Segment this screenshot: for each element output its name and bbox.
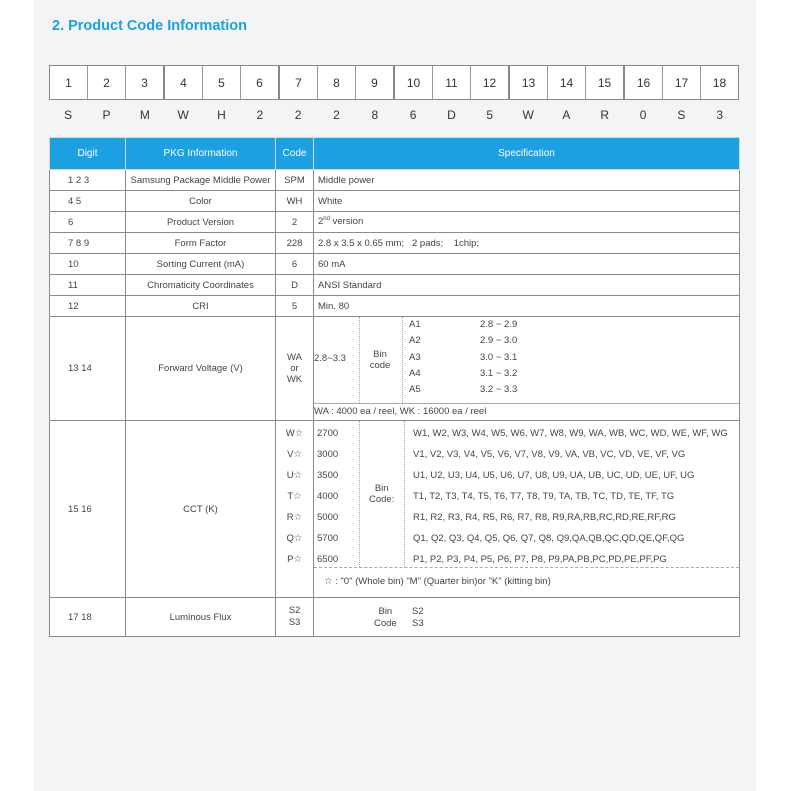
digit-index-cell: 3: [126, 66, 165, 99]
cct-temperature: 6500: [317, 554, 339, 565]
digit-cell: 12: [50, 296, 126, 317]
digit-index-cell: 6: [241, 66, 280, 99]
code-letter: 2: [333, 108, 340, 122]
digit-index-cell: 8: [318, 66, 356, 99]
code-letter: W: [522, 108, 534, 122]
digit-cell: 1 2 3: [50, 170, 126, 191]
cct-temperature: 3000: [317, 449, 339, 460]
digit-index-cell: 1: [50, 66, 88, 99]
digit-index-cell: 10: [395, 66, 433, 99]
code-cell: 228: [276, 233, 314, 254]
table-row: [50, 212, 740, 233]
code-letter: 2: [256, 108, 264, 122]
spec-cell: 2.8 x 3.5 x 0.65 mm; 2 pads; 1chip;: [314, 233, 740, 254]
cct-bin-values: W1, W2, W3, W4, W5, W6, W7, W8, W9, WA, WB, WC, WD, WE, WF, WG: [413, 428, 728, 439]
code-cell: WA or WK: [276, 317, 314, 421]
product-code-letters: [49, 106, 739, 124]
header-specification: Specification: [314, 138, 740, 170]
digit-index-cell: 12: [471, 66, 510, 99]
digit-cell: 10: [50, 254, 126, 275]
spec-cell: Min. 80: [314, 296, 740, 317]
digit-cell: 17 18: [50, 598, 126, 637]
bin-code: A3: [409, 352, 421, 363]
divider: [314, 567, 739, 568]
luminous-bin-values: S2 S3: [412, 606, 424, 629]
reel-note: WA : 4000 ea / reel, WK : 16000 ea / reel: [314, 403, 739, 420]
code-letter: M: [139, 108, 150, 122]
code-letter: 0: [639, 108, 647, 122]
digit-cell: 7 8 9: [50, 233, 126, 254]
code-letter: P: [102, 108, 111, 122]
section-heading: 2. Product Code Information: [52, 18, 247, 34]
code-letter: W: [177, 108, 189, 122]
cct-bin-values: R1, R2, R3, R4, R5, R6, R7, R8, R9,RA,RB,RC,RD,RE,RF,RG: [413, 512, 676, 523]
digit-index-cell: 16: [625, 66, 663, 99]
code-cell: 2: [276, 212, 314, 233]
cct-bin-list: [413, 423, 728, 570]
cct-temperature-list: [317, 423, 338, 570]
table-row-luminous-flux: [50, 598, 740, 637]
bin-range: 3.1 ~ 3.2: [480, 368, 518, 379]
cct-code: R☆: [286, 512, 303, 523]
pkg-cell: Color: [126, 191, 276, 212]
table-row: [50, 170, 740, 191]
code-cell: [276, 421, 314, 598]
bin-code: A2: [409, 335, 421, 346]
spec-cell: Middle power: [314, 170, 740, 191]
pkg-cell: Chromaticity Coordinates: [126, 275, 276, 296]
digit-index-cell: 17: [663, 66, 701, 99]
pkg-cell: Forward Voltage (V): [126, 317, 276, 421]
cct-bin-values: U1, U2, U3, U4, U5, U6, U7, U8, U9, UA, UB, UC, UD, UE, UF, UG: [413, 470, 695, 481]
cct-temperature: 2700: [317, 428, 339, 439]
code-cell: D: [276, 275, 314, 296]
digit-index-cell: 14: [548, 66, 586, 99]
cct-bin-values: P1, P2, P3, P4, P5, P6, P7, P8, P9,PA,PB,PC,PD,PE,PF,PG: [413, 554, 667, 565]
code-letter: 8: [371, 108, 379, 122]
table-row-cct: [50, 421, 740, 598]
bin-code: A4: [409, 368, 421, 379]
code-letter: S: [677, 108, 686, 122]
product-code-table: [49, 137, 740, 637]
digit-index-cell: 11: [433, 66, 471, 99]
cct-code: Q☆: [286, 533, 303, 544]
code-letter: H: [217, 108, 226, 122]
pkg-cell: Samsung Package Middle Power: [126, 170, 276, 191]
voltage-range: 2.8~3.3: [314, 353, 346, 364]
table-row: [50, 254, 740, 275]
cct-temperature: 5000: [317, 512, 339, 523]
code-letter: A: [562, 108, 571, 122]
bin-range: 2.8 ~ 2.9: [480, 319, 518, 330]
digit-cell: 11: [50, 275, 126, 296]
digit-index-cell: 2: [88, 66, 126, 99]
forward-voltage-grid: [314, 317, 739, 403]
header-pkg-information: PKG Information: [126, 138, 276, 170]
table-row: [50, 233, 740, 254]
digit-index-row: [49, 65, 739, 100]
digit-cell: 4 5: [50, 191, 126, 212]
digit-cell: 13 14: [50, 317, 126, 421]
code-cell: SPM: [276, 170, 314, 191]
pkg-cell: CCT (K): [126, 421, 276, 598]
table-row: [50, 191, 740, 212]
cct-code: U☆: [286, 470, 303, 481]
cct-bin-values: Q1, Q2, Q3, Q4, Q5, Q6, Q7, Q8, Q9,QA,QB,QC,QD,QE,QF,QG: [413, 533, 685, 544]
spec-cell: [314, 212, 740, 233]
cct-note: ☆ : "0" (Whole bin) "M" (Quarter bin)or "K" (kitting bin): [324, 576, 551, 587]
bin-code: A5: [409, 384, 421, 395]
cct-code: V☆: [287, 449, 302, 460]
code-cell: S2 S3: [276, 598, 314, 637]
code-letter: S: [64, 108, 73, 122]
digit-index-cell: 9: [356, 66, 395, 99]
bin-range: 3.2 ~ 3.3: [480, 384, 518, 395]
divider: [402, 317, 403, 403]
spec-version-suffix: nd: [323, 216, 330, 223]
cct-bin-code-label: Bin Code:: [369, 483, 395, 505]
divider: [359, 421, 360, 567]
pkg-cell: Sorting Current (mA): [126, 254, 276, 275]
table-row: [50, 296, 740, 317]
code-letter: 3: [716, 108, 724, 122]
code-cell: WH: [276, 191, 314, 212]
bin-range: 2.9 ~ 3.0: [480, 335, 518, 346]
header-code: Code: [276, 138, 314, 170]
cct-temperature: 3500: [317, 470, 339, 481]
cct-temperature: 4000: [317, 491, 339, 502]
bin-range: 3.0 ~ 3.1: [480, 352, 518, 363]
code-letter: R: [600, 108, 610, 122]
cct-code: W☆: [285, 428, 304, 439]
digit-index-cell: 15: [586, 66, 625, 99]
luminous-bin-code-label: Bin Code: [374, 606, 397, 629]
digit-cell: 15 16: [50, 421, 126, 598]
digit-cell: 6: [50, 212, 126, 233]
digit-index-cell: 7: [280, 66, 318, 99]
pkg-cell: CRI: [126, 296, 276, 317]
code-letter: 5: [486, 108, 494, 122]
spec-cell: [314, 317, 740, 421]
spec-cell: [314, 421, 740, 598]
code-cell: 6: [276, 254, 314, 275]
header-digit: Digit: [50, 138, 126, 170]
spec-cell: White: [314, 191, 740, 212]
digit-index-cell: 5: [203, 66, 241, 99]
spec-cell: [314, 598, 740, 637]
cct-code: P☆: [287, 554, 302, 565]
table-row: [50, 275, 740, 296]
spec-cell: ANSI Standard: [314, 275, 740, 296]
divider: [359, 317, 360, 403]
pkg-cell: Form Factor: [126, 233, 276, 254]
spec-cell: 60 mA: [314, 254, 740, 275]
pkg-cell: Luminous Flux: [126, 598, 276, 637]
cct-bin-values: T1, T2, T3, T4, T5, T6, T7, T8, T9, TA, TB, TC, TD, TE, TF, TG: [413, 491, 675, 502]
table-row-forward-voltage: [50, 317, 740, 421]
code-letter: 2: [294, 108, 302, 122]
code-cell: 5: [276, 296, 314, 317]
bin-code-label: Bin code: [369, 349, 391, 371]
code-letter: 6: [409, 108, 417, 122]
code-letter: D: [447, 108, 456, 122]
spec-version-text: version: [329, 216, 364, 228]
cct-bin-values: V1, V2, V3, V4, V5, V6, V7, V8, V9, VA, VB, VC, VD, VE, VF, VG: [413, 449, 686, 460]
divider: [404, 421, 405, 567]
cct-code-list: [276, 421, 313, 570]
cct-code: T☆: [287, 491, 302, 502]
bin-code: A1: [409, 319, 421, 330]
cct-temperature: 5700: [317, 533, 339, 544]
digit-index-cell: 13: [510, 66, 548, 99]
pkg-cell: Product Version: [126, 212, 276, 233]
spec-version-number: 2: [318, 216, 324, 228]
digit-index-cell: 4: [165, 66, 203, 99]
cct-grid: [314, 421, 739, 597]
digit-index-cell: 18: [712, 75, 727, 90]
